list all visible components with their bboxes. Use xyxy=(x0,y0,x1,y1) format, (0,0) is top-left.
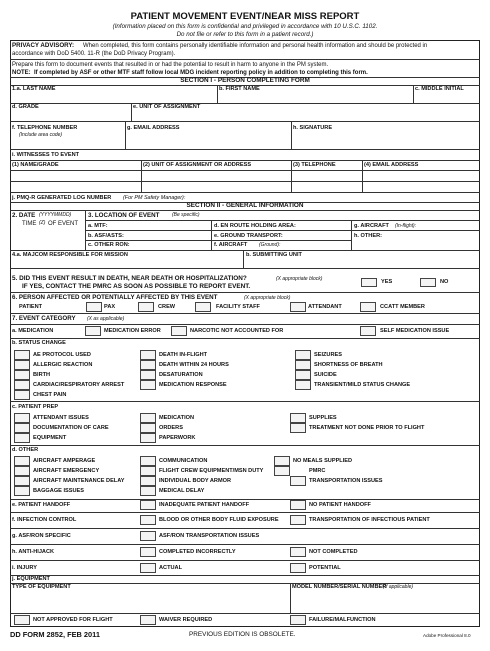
equipment-category: j. EQUIPMENT xyxy=(12,576,50,582)
telephone-label: f. TELEPHONE NUMBER xyxy=(12,125,78,131)
person-pax: PAX xyxy=(104,304,116,310)
pax-checkbox[interactable] xyxy=(86,302,102,312)
q6-label: 6. PERSON AFFECTED OR POTENTIALLY AFFECTED BY THIS EVENT xyxy=(12,294,218,301)
no-handoff-label: NO PATIENT HANDOFF xyxy=(309,502,371,508)
asf-ron-category: g. ASF/RON SPECIFIC xyxy=(12,533,71,539)
mtf-label: a. MTF: xyxy=(88,223,108,229)
baggage-checkbox[interactable] xyxy=(14,486,30,496)
narcotic-checkbox[interactable] xyxy=(171,326,187,336)
q5-note: (X appropriate block) xyxy=(276,276,323,282)
communication-label: COMMUNICATION xyxy=(159,458,208,464)
transportation-label: TRANSPORTATION ISSUES xyxy=(309,478,383,484)
person-ccatt: CCATT MEMBER xyxy=(380,304,425,310)
body-armor-label: INDIVIDUAL BODY ARMOR xyxy=(159,478,231,484)
orders-checkbox[interactable] xyxy=(140,423,156,433)
allergic-checkbox[interactable] xyxy=(14,360,30,370)
med-response-checkbox[interactable] xyxy=(140,380,156,390)
signature-label: h. SIGNATURE xyxy=(293,125,333,131)
date-format: (YYYYMMDD) xyxy=(39,212,72,218)
witness-unit-header: (2) UNIT OF ASSIGNMENT OR ADDRESS xyxy=(143,162,252,168)
ae-protocol-label: AE PROTOCOL USED xyxy=(33,352,91,358)
ground-transport-label: e. GROUND TRANSPORT: xyxy=(214,233,283,239)
injury-category: i. INJURY xyxy=(12,565,37,571)
adobe-version: Adobe Professional 8.0 xyxy=(423,633,471,638)
pmq-label: j. PMQ-R GENERATED LOG NUMBER xyxy=(12,195,112,201)
equipment-prep-checkbox[interactable] xyxy=(14,433,30,443)
desaturation-label: DESATURATION xyxy=(159,372,203,378)
med-response-label: MEDICATION RESPONSE xyxy=(159,382,227,388)
orders-label: ORDERS xyxy=(159,425,183,431)
witness-name-header: (1) NAME/GRADE xyxy=(12,162,59,168)
location-note: (Be specific) xyxy=(172,212,200,218)
death-inflight-label: DEATH IN-FLIGHT xyxy=(159,352,208,358)
asf-ron-transport-label: ASF/RON TRANSPORTATION ISSUES xyxy=(159,533,260,539)
transient-label: TRANSIENT/MILD STATUS CHANGE xyxy=(314,382,411,388)
attendant-issues-checkbox[interactable] xyxy=(14,413,30,423)
ccatt-checkbox[interactable] xyxy=(360,302,376,312)
amperage-checkbox[interactable] xyxy=(14,456,30,466)
body-armor-checkbox[interactable] xyxy=(140,476,156,486)
location-label: 3. LOCATION OF EVENT xyxy=(88,212,160,219)
crew-checkbox[interactable] xyxy=(138,302,154,312)
time-of-event: OF EVENT xyxy=(48,221,79,227)
attendant-checkbox[interactable] xyxy=(290,302,306,312)
death-inflight-checkbox[interactable] xyxy=(140,350,156,360)
time-label: TIME xyxy=(22,221,37,227)
section-1-title: SECTION I - PERSON COMPLETING FORM xyxy=(180,77,310,84)
no-meals-label: NO MEALS SUPPLIED xyxy=(293,458,353,464)
cardiac-label: CARDIAC/RESPIRATORY ARREST xyxy=(33,382,125,388)
no-meals-checkbox[interactable] xyxy=(274,456,290,466)
patient-prep-category: c. PATIENT PREP xyxy=(12,404,59,410)
supplies-label: SUPPLIES xyxy=(309,415,337,421)
birth-label: BIRTH xyxy=(33,372,51,378)
chest-pain-checkbox[interactable] xyxy=(14,390,30,400)
date-label: 2. DATE xyxy=(12,212,36,219)
paperwork-checkbox[interactable] xyxy=(140,433,156,443)
death-24h-label: DEATH WITHIN 24 HOURS xyxy=(159,362,229,368)
seizures-checkbox[interactable] xyxy=(295,350,311,360)
medical-delay-checkbox[interactable] xyxy=(140,486,156,496)
person-attendant: ATTENDANT xyxy=(308,304,342,310)
note-label: NOTE: xyxy=(12,70,31,76)
privacy-text-1: When completed, this form contains personally identifiable information and personal health information and should be protected in xyxy=(83,43,428,49)
sob-label: SHORTNESS OF BREATH xyxy=(314,362,383,368)
medication-error-checkbox[interactable] xyxy=(85,326,101,336)
model-number-label: MODEL NUMBER/SERIAL NUMBER xyxy=(292,584,387,590)
actual-injury-checkbox[interactable] xyxy=(140,563,156,573)
pmrc-label: PMRC xyxy=(309,468,326,474)
facility-staff-checkbox[interactable] xyxy=(195,302,211,312)
equipment-type-label: TYPE OF EQUIPMENT xyxy=(12,584,71,590)
body-fluid-label: BLOOD OR OTHER BODY FLUID EXPOSURE xyxy=(159,517,279,523)
telephone-note: (Include area code) xyxy=(19,132,63,138)
other-category: d. OTHER xyxy=(12,447,39,453)
majcom-label: 4.a. MAJCOM RESPONSIBLE FOR MISSION xyxy=(12,252,128,258)
grade-label: d. GRADE xyxy=(12,104,39,110)
first-name-label: b. FIRST NAME xyxy=(219,86,260,92)
form-number: DD FORM 2852, FEB 2011 xyxy=(10,630,100,639)
section-2-title: SECTION II - GENERAL INFORMATION xyxy=(186,202,304,209)
not-completed-checkbox[interactable] xyxy=(290,547,306,557)
form-subtitle-1: (Information placed on this form is confidential and privileged in accordance with 10 U.S.C. 1102. xyxy=(112,23,378,30)
completed-incorrectly-label: COMPLETED INCORRECTLY xyxy=(159,549,236,555)
self-medication-label: SELF MEDICATION ISSUE xyxy=(380,328,450,334)
body-fluid-checkbox[interactable] xyxy=(140,515,156,525)
inadequate-handoff-checkbox[interactable] xyxy=(140,500,156,510)
aircraft-emergency-checkbox[interactable] xyxy=(14,466,30,476)
witnesses-label: i. WITNESSES TO EVENT xyxy=(12,152,80,158)
note-text: If completed by ASF or other MTF staff follow local MDG incident reporting policy in addition to completing this form. xyxy=(34,70,368,76)
amperage-label: AIRCRAFT AMPERAGE xyxy=(33,458,96,464)
privacy-text-2: accordance with DoD 5400. 11-R (the DoD Privacy Program). xyxy=(12,51,176,57)
aircraft-emergency-label: AIRCRAFT EMERGENCY xyxy=(33,468,100,474)
not-completed-label: NOT COMPLETED xyxy=(309,549,358,555)
form-subtitle-2: Do not file or refer to this form in a patient record.) xyxy=(176,31,314,38)
narcotic-label: NARCOTIC NOT ACCOUNTED FOR xyxy=(190,328,284,334)
unit-label: e. UNIT OF ASSIGNMENT xyxy=(133,104,201,110)
witness-phone-header: (3) TELEPHONE xyxy=(293,162,336,168)
baggage-label: BAGGAGE ISSUES xyxy=(33,488,84,494)
q5-instruction: IF YES, CONTACT THE PMRC AS SOON AS POSSIBLE TO REPORT EVENT. xyxy=(22,283,251,290)
other-location-label: h. OTHER: xyxy=(354,233,382,239)
transportation-checkbox[interactable] xyxy=(290,476,306,486)
infectious-patient-checkbox[interactable] xyxy=(290,515,306,525)
treatment-checkbox[interactable] xyxy=(290,423,306,433)
other-ron-label: c. OTHER RON: xyxy=(88,242,130,248)
death-24h-checkbox[interactable] xyxy=(140,360,156,370)
q5-yes-label: YES xyxy=(381,279,393,285)
pmrc-checkbox[interactable] xyxy=(274,466,290,476)
transient-checkbox[interactable] xyxy=(295,380,311,390)
form-title: PATIENT MOVEMENT EVENT/NEAR MISS REPORT xyxy=(130,11,360,22)
communication-checkbox[interactable] xyxy=(140,456,156,466)
birth-checkbox[interactable] xyxy=(14,370,30,380)
asf-label: b. ASF/ASTS: xyxy=(88,233,124,239)
failure-label: FAILURE/MALFUNCTION xyxy=(309,617,376,623)
anti-hijack-category: h. ANTI-HIJACK xyxy=(12,549,55,555)
infection-category: f. INFECTION CONTROL xyxy=(12,517,77,523)
aircraft-inflight-note: (In-flight): xyxy=(395,223,417,229)
infectious-patient-label: TRANSPORTATION OF INFECTIOUS PATIENT xyxy=(309,517,430,523)
pmq-note: (For PM Safety Manager): xyxy=(123,195,186,201)
failure-checkbox[interactable] xyxy=(290,615,306,625)
flight-crew-label: FLIGHT CREW EQUIPMENT/MSN DUTY xyxy=(159,468,264,474)
q5-no-checkbox[interactable] xyxy=(420,278,436,287)
treatment-label: TREATMENT NOT DONE PRIOR TO FLIGHT xyxy=(309,425,425,431)
ae-protocol-checkbox[interactable] xyxy=(14,350,30,360)
en-route-label: d. EN ROUTE HOLDING AREA: xyxy=(214,223,296,229)
allergic-label: ALLERGIC REACTION xyxy=(33,362,93,368)
completed-incorrectly-checkbox[interactable] xyxy=(140,547,156,557)
person-patient: PATIENT xyxy=(19,304,43,310)
email-label: g. EMAIL ADDRESS xyxy=(127,125,180,131)
time-zulu: (Z) xyxy=(39,220,46,226)
actual-injury-label: ACTUAL xyxy=(159,565,182,571)
privacy-text-3: Prepare this form to document events that resulted in or had the potential to result in harm to anyone in the PM system. xyxy=(12,62,329,68)
witness-email-header: (4) EMAIL ADDRESS xyxy=(364,162,419,168)
waiver-checkbox[interactable] xyxy=(140,615,156,625)
potential-injury-checkbox[interactable] xyxy=(290,563,306,573)
aircraft-ground-note: (Ground): xyxy=(259,242,281,248)
flight-crew-checkbox[interactable] xyxy=(140,466,156,476)
suicide-checkbox[interactable] xyxy=(295,370,311,380)
q5-yes-checkbox[interactable] xyxy=(361,278,377,287)
asf-ron-transport-checkbox[interactable] xyxy=(140,531,156,541)
documentation-checkbox[interactable] xyxy=(14,423,30,433)
model-number-note: (If applicable) xyxy=(383,584,414,590)
q6-note: (X appropriate block) xyxy=(244,295,291,301)
q7-label: 7. EVENT CATEGORY xyxy=(12,315,76,322)
previous-edition: PREVIOUS EDITION IS OBSOLETE. xyxy=(189,631,296,638)
seizures-label: SEIZURES xyxy=(314,352,342,358)
aircraft-ground-label: f. AIRCRAFT xyxy=(214,242,248,248)
maintenance-delay-checkbox[interactable] xyxy=(14,476,30,486)
suicide-label: SUICIDE xyxy=(314,372,337,378)
status-change-category: b. STATUS CHANGE xyxy=(12,340,66,346)
submitting-unit-label: b. SUBMITTING UNIT xyxy=(246,252,302,258)
aircraft-inflight-label: g. AIRCRAFT xyxy=(354,223,389,229)
medical-delay-label: MEDICAL DELAY xyxy=(159,488,205,494)
attendant-issues-label: ATTENDANT ISSUES xyxy=(33,415,89,421)
handoff-category: e. PATIENT HANDOFF xyxy=(12,502,71,508)
q5-no-label: NO xyxy=(440,279,449,285)
prep-medication-label: MEDICATION xyxy=(159,415,195,421)
person-facility-staff: FACILITY STAFF xyxy=(216,304,260,310)
sob-checkbox[interactable] xyxy=(295,360,311,370)
desaturation-checkbox[interactable] xyxy=(140,370,156,380)
waiver-label: WAIVER REQUIRED xyxy=(159,617,213,623)
potential-injury-label: POTENTIAL xyxy=(309,565,341,571)
not-approved-checkbox[interactable] xyxy=(14,615,30,625)
privacy-label: PRIVACY ADVISORY: xyxy=(12,42,75,49)
self-medication-checkbox[interactable] xyxy=(360,326,376,336)
supplies-checkbox[interactable] xyxy=(290,413,306,423)
middle-initial-label: c. MIDDLE INITIAL xyxy=(415,86,464,92)
person-crew: CREW xyxy=(158,304,176,310)
equipment-prep-label: EQUIPMENT xyxy=(33,435,67,441)
q5-label: 5. DID THIS EVENT RESULT IN DEATH, NEAR DEATH OR HOSPITALIZATION? xyxy=(12,275,247,282)
maintenance-delay-label: AIRCRAFT MAINTENANCE DELAY xyxy=(33,478,125,484)
q7-note: (X as applicable) xyxy=(87,316,125,322)
paperwork-label: PAPERWORK xyxy=(159,435,196,441)
chest-pain-label: CHEST PAIN xyxy=(33,392,67,398)
medication-category: a. MEDICATION xyxy=(12,328,54,334)
cardiac-checkbox[interactable] xyxy=(14,380,30,390)
inadequate-handoff-label: INADEQUATE PATIENT HANDOFF xyxy=(159,502,250,508)
prep-medication-checkbox[interactable] xyxy=(140,413,156,423)
documentation-label: DOCUMENTATION OF CARE xyxy=(33,425,109,431)
not-approved-label: NOT APPROVED FOR FLIGHT xyxy=(33,617,113,623)
no-handoff-checkbox[interactable] xyxy=(290,500,306,510)
medication-error-label: MEDICATION ERROR xyxy=(104,328,161,334)
last-name-label: 1.a. LAST NAME xyxy=(12,86,56,92)
